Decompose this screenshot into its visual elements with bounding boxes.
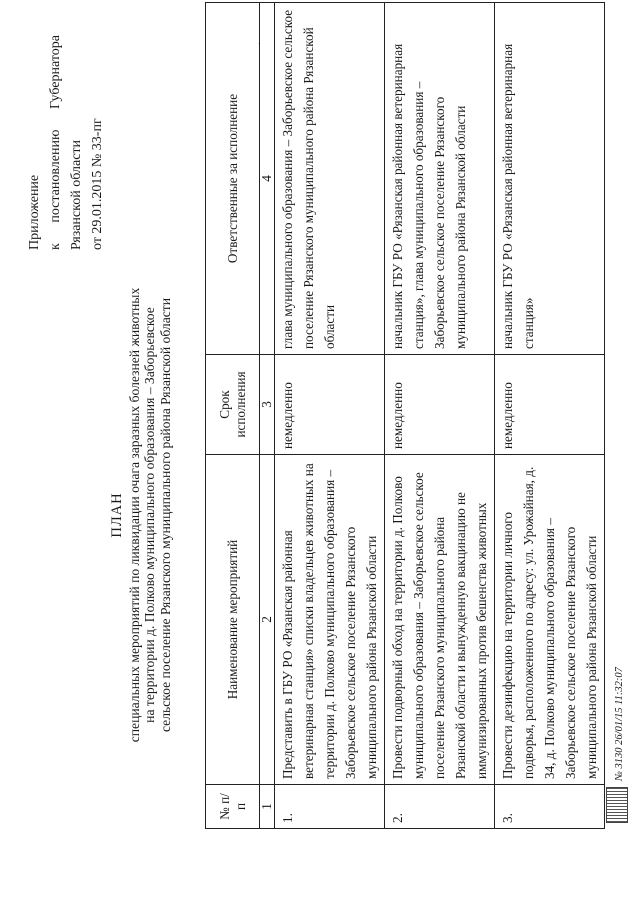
column-number: 1 <box>260 785 275 829</box>
row-deadline: немедленно <box>385 355 495 455</box>
table-row <box>495 3 605 829</box>
header-number: № п/п <box>206 785 260 829</box>
row-activity: Провести подворный обход на территории д. Полково муниципального образования – Заборьевское сельское поселение Рязанского муниципального района Рязанской области и вынужденную вакцинацию не иммунизированных против бешенства животных <box>385 455 495 785</box>
plan-subtitle-line2: на территории д. Полково муниципального образования – Заборьевское <box>142 307 158 723</box>
appendix-decree-word: постановлению <box>48 129 63 223</box>
appendix-region: Рязанской области <box>69 139 84 250</box>
row-responsible: начальник ГБУ РО «Рязанская районная ветеринарная станция» <box>495 3 605 355</box>
appendix-header <box>24 35 108 250</box>
plan-heading: ПЛАН <box>109 492 125 538</box>
row-activity: Представить в ГБУ РО «Рязанская районная ветеринарная станция» списки владельцев животных на территории д. Полково муниципального образования – Заборьевское сельское поселение Рязанского муниципального района Рязанской области <box>275 455 385 785</box>
table-row <box>275 3 385 829</box>
header-deadline: Срок исполнения <box>206 355 260 455</box>
row-deadline: немедленно <box>275 355 385 455</box>
column-number: 2 <box>260 455 275 785</box>
table-column-numbers-row <box>260 3 275 829</box>
appendix-decree-line <box>45 35 66 250</box>
plan-subtitle-line3: сельское поселение Рязанского муниципального района Рязанской области <box>157 298 173 733</box>
row-responsible: начальник ГБУ РО «Рязанская районная ветеринарная станция», глава муниципального образования – Заборьевское сельское поселение Рязанского муниципального района Рязанской области <box>385 3 495 355</box>
appendix-prep: к <box>48 243 63 250</box>
plan-subtitle-line1: специальных мероприятий по ликвидации очага заразных болезней животных <box>126 287 142 743</box>
header-activity-name: Наименование мероприятий <box>206 455 260 785</box>
appendix-label: Приложение <box>27 174 42 250</box>
header-responsible: Ответственные за исполнение <box>206 3 260 355</box>
plan-table <box>205 2 605 829</box>
table-row <box>385 3 495 829</box>
row-number: 2. <box>385 785 495 829</box>
row-number: 3. <box>495 785 605 829</box>
row-number: 1. <box>275 785 385 829</box>
column-number: 3 <box>260 355 275 455</box>
appendix-governor: Губернатора <box>48 35 63 110</box>
row-responsible: глава муниципального образования – Заборьевское сельское поселение Рязанского муниципального района Рязанской области <box>275 3 385 355</box>
scan-mark: · <box>255 41 266 45</box>
column-number: 4 <box>260 3 275 355</box>
row-activity: Провести дезинфекцию на территории личного подворья, расположенного по адресу: ул. Урожайная, д. 34, д. Полково муниципального образования – Заборьевское сельское поселение Рязанского муниципального района Рязанской области <box>495 455 605 785</box>
plan-title <box>110 245 173 785</box>
appendix-date-number: от 29.01.2015 № 33-пг <box>90 118 105 250</box>
row-deadline: немедленно <box>495 355 605 455</box>
table-header-row <box>206 3 260 829</box>
barcode-stamp <box>606 787 628 823</box>
registration-footer: № 3130 26/01/15 11:32:07 <box>614 667 625 781</box>
